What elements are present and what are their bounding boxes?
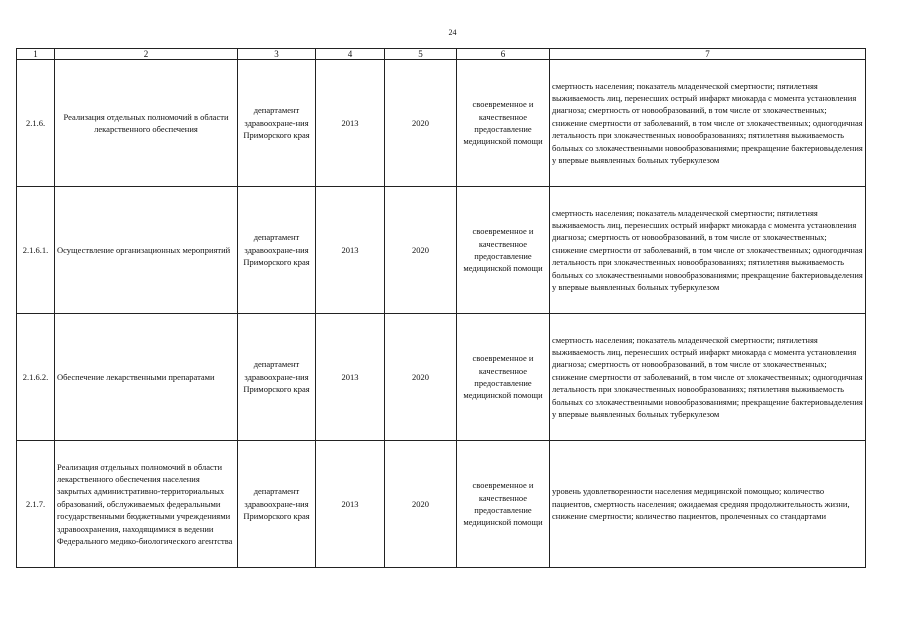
table-row xyxy=(17,187,866,314)
item-result: своевременное и качественное предоставление медицинской помощи xyxy=(457,187,550,314)
column-header: 7 xyxy=(550,49,866,60)
item-end-year: 2020 xyxy=(385,441,457,568)
item-number: 2.1.6.2. xyxy=(17,314,55,441)
item-result: своевременное и качественное предоставление медицинской помощи xyxy=(457,60,550,187)
table-row xyxy=(17,314,866,441)
item-start-year: 2013 xyxy=(316,187,385,314)
column-header: 5 xyxy=(385,49,457,60)
table-row xyxy=(17,60,866,187)
item-number: 2.1.7. xyxy=(17,441,55,568)
item-start-year: 2013 xyxy=(316,314,385,441)
table-row xyxy=(17,441,866,568)
item-end-year: 2020 xyxy=(385,187,457,314)
item-executor: департамент здравоохране-ния Приморского края xyxy=(238,441,316,568)
item-number: 2.1.6.1. xyxy=(17,187,55,314)
column-number-row xyxy=(17,49,866,60)
column-header: 1 xyxy=(17,49,55,60)
column-header: 2 xyxy=(55,49,238,60)
item-end-year: 2020 xyxy=(385,60,457,187)
item-name: Реализация отдельных полномочий в области лекарственного обеспечения населения закрытых административно-территориальных образований, обслуживаемых федеральными государственными бюджетными учреждениями здравоохранения, находящимися в ведении Федерального медико-биологического агентства xyxy=(55,441,238,568)
item-indicators: уровень удовлетворенности населения медицинской помощью; количество пациентов, смертность населения; ожидаемая средняя продолжительность жизни, снижение смертности; количество пациентов, пролеченных со стандартами xyxy=(550,441,866,568)
item-result: своевременное и качественное предоставление медицинской помощи xyxy=(457,314,550,441)
item-indicators: смертность населения; показатель младенческой смертности; пятилетняя выживаемость лиц, перенесших острый инфаркт миокарда с момента установления диагноза; смертность от новообразований, в том числе от злокачественных; снижение смертности от заболеваний, в том числе от злокачественных; одногодичная летальность при злокачественных новообразованиях; пятилетняя выживаемость больных со злокачественными новообразованиями; прекращение бактериовыделения у впервые выявленных больных туберкулезом xyxy=(550,314,866,441)
item-executor: департамент здравоохране-ния Приморского края xyxy=(238,187,316,314)
column-header: 6 xyxy=(457,49,550,60)
item-name: Обеспечение лекарственными препаратами xyxy=(55,314,238,441)
program-table xyxy=(16,48,866,568)
item-indicators: смертность населения; показатель младенческой смертности; пятилетняя выживаемость лиц, перенесших острый инфаркт миокарда с момента установления диагноза; смертность от новообразований, в том числе от злокачественных; снижение смертности от заболеваний, в том числе от злокачественных; одногодичная летальность при злокачественных новообразованиях; пятилетняя выживаемость больных со злокачественными новообразованиями; прекращение бактериовыделения у впервые выявленных больных туберкулезом xyxy=(550,60,866,187)
item-end-year: 2020 xyxy=(385,314,457,441)
column-header: 3 xyxy=(238,49,316,60)
item-executor: департамент здравоохране-ния Приморского края xyxy=(238,314,316,441)
page-number: 24 xyxy=(448,28,457,37)
item-start-year: 2013 xyxy=(316,441,385,568)
item-name: Реализация отдельных полномочий в области лекарственного обеспечения xyxy=(55,60,238,187)
item-indicators: смертность населения; показатель младенческой смертности; пятилетняя выживаемость лиц, перенесших острый инфаркт миокарда с момента установления диагноза; смертность от новообразований, в том числе от злокачественных; снижение смертности от заболеваний, в том числе от злокачественных; одногодичная летальность при злокачественных новообразованиях; пятилетняя выживаемость больных со злокачественными новообразованиями; прекращение бактериовыделения у впервые выявленных больных туберкулезом xyxy=(550,187,866,314)
column-header: 4 xyxy=(316,49,385,60)
item-result: своевременное и качественное предоставление медицинской помощи xyxy=(457,441,550,568)
item-name: Осуществление организационных мероприятий xyxy=(55,187,238,314)
item-start-year: 2013 xyxy=(316,60,385,187)
item-number: 2.1.6. xyxy=(17,60,55,187)
item-executor: департамент здравоохране-ния Приморского края xyxy=(238,60,316,187)
